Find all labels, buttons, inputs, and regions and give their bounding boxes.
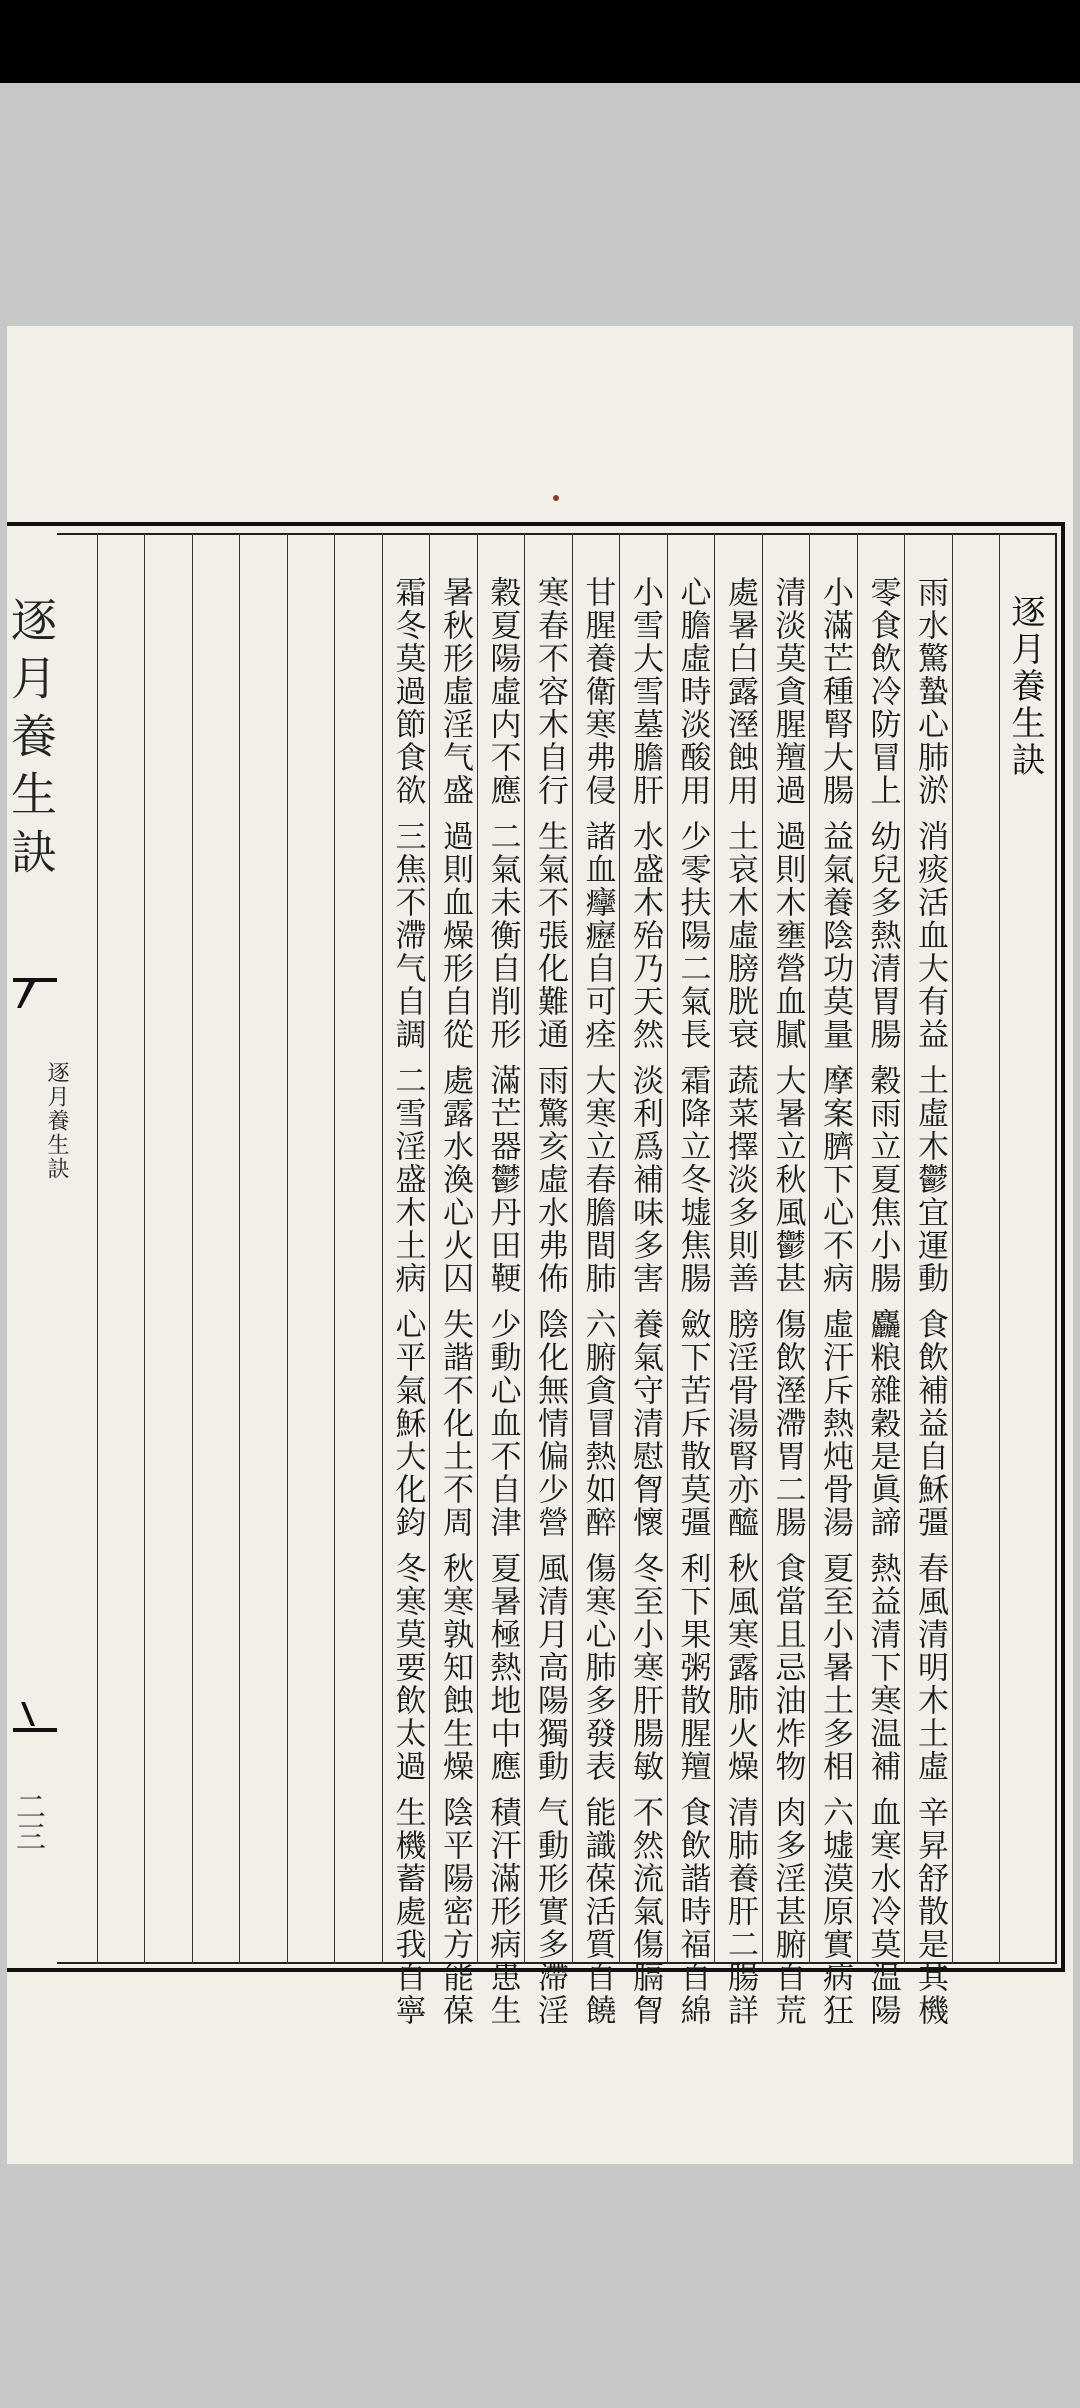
- column-rule: [382, 533, 383, 1964]
- verse-phrase: 霜冬莫過節食欲: [389, 576, 426, 807]
- verse-phrase: 不然流氣傷膈胷: [627, 1796, 663, 2027]
- verse-phrase: 辛昇舒散是其機: [912, 1796, 948, 2027]
- verse-phrase: 大寒立春膽間肺: [579, 1064, 616, 1295]
- ink-spot: [553, 495, 559, 501]
- column-rule: [144, 533, 145, 1964]
- text-column: [480, 576, 526, 2027]
- verse-phrase: 食飲補益自穌彊: [912, 1308, 948, 1539]
- verse-phrase: 夏至小暑土多相: [817, 1552, 853, 1783]
- verse-phrase: 摩案臍下心不病: [817, 1064, 853, 1295]
- text-column: [907, 576, 953, 2027]
- column-rule: [239, 533, 240, 1964]
- verse-phrase: 失諧不化土不周: [437, 1308, 473, 1539]
- verse-phrase: 冬寒莫要飲太過: [389, 1552, 426, 1783]
- text-column: [717, 576, 763, 2027]
- verse-phrase: 處露水渙心火囚: [437, 1064, 473, 1295]
- verse-phrase: 風清月高陽獨動: [532, 1552, 568, 1783]
- verse-phrase: 傷寒心肺多發表: [579, 1552, 616, 1783]
- text-column: [385, 576, 431, 2027]
- verse-phrase: 過則血燥形自從: [437, 820, 473, 1051]
- verse-phrase: 雨水驚蟄心肺淤: [912, 576, 948, 807]
- verse-phrase: 斂下苦斥散莫彊: [674, 1308, 711, 1539]
- verse-phrase: 土虛木鬱宜運動: [912, 1064, 948, 1295]
- verse-phrase: 小雪大雪墓膽肝: [627, 576, 663, 807]
- verse-phrase: 養氣守清慰胷懷: [627, 1308, 663, 1539]
- verse-phrase: 滿芒器鬱丹田鞕: [484, 1064, 521, 1295]
- verse-phrase: 清淡莫貪腥羶過: [769, 576, 806, 807]
- verse-phrase: 膀淫骨湯腎亦醯: [722, 1308, 758, 1539]
- verse-phrase: 蔬菜擇淡多則善: [722, 1064, 758, 1295]
- verse-phrase: 消痰活血大有益: [912, 820, 948, 1051]
- text-column: [670, 576, 716, 2027]
- verse-phrase: 零食飲冷防冒上: [864, 576, 901, 807]
- verse-phrase: 熱益清下寒温補: [864, 1552, 901, 1783]
- verse-phrase: 傷飲溼滯胃二腸: [769, 1308, 806, 1539]
- verse-phrase: 土哀木虛膀胱衰: [722, 820, 758, 1051]
- verse-phrase: 穀雨立夏焦小腸: [864, 1064, 901, 1295]
- verse-phrase: 二雪淫盛木土病: [389, 1064, 426, 1295]
- verse-phrase: 心膽虛時淡酸用: [674, 576, 711, 807]
- verse-phrase: 夏暑極熱地中應: [484, 1552, 521, 1783]
- status-bar: [0, 0, 1080, 83]
- fold-mark-top: [11, 974, 59, 1014]
- column-rule: [334, 533, 335, 1964]
- verse-phrase: 秋寒孰知蝕生燥: [437, 1552, 473, 1783]
- verse-phrase: 積汗滿形病患生: [484, 1796, 521, 2027]
- verse-phrase: 六墟漠原實病狂: [817, 1796, 853, 2027]
- book-page-scan: [4, 326, 1073, 2164]
- verse-phrase: 血寒水冷莫温陽: [864, 1796, 901, 2027]
- verse-phrase: 幼兒多熱清胃腸: [864, 820, 901, 1051]
- verse-phrase: 能識葆活質自饒: [579, 1796, 616, 2027]
- text-column: [432, 576, 478, 2027]
- text-column: [622, 576, 668, 2027]
- verse-phrase: 穀夏陽虛内不應: [484, 576, 521, 807]
- verse-phrase: 益氣養陰功莫量: [817, 820, 853, 1051]
- verse-phrase: 肉多淫甚腑自荒: [769, 1796, 806, 2027]
- text-column: [575, 576, 621, 2027]
- verse-phrase: 少零扶陽二氣長: [674, 820, 711, 1051]
- text-column: [765, 576, 811, 2027]
- verse-phrase: 食飲諧時福自綿: [674, 1796, 711, 2027]
- verse-phrase: 六腑貪冒熱如醉: [579, 1308, 616, 1539]
- verse-phrase: 麤粮雜穀是眞諦: [864, 1308, 901, 1539]
- verse-phrase: 小滿芒種腎大腸: [817, 576, 853, 807]
- column-rule: [97, 533, 98, 1964]
- margin-title: 逐月養生訣: [4, 596, 58, 886]
- verse-phrase: 寒春不容木自行: [532, 576, 568, 807]
- verse-phrase: 水盛木殆乃天然: [627, 820, 663, 1051]
- verse-phrase: 大暑立秋風鬱甚: [769, 1064, 806, 1295]
- column-rule: [287, 533, 288, 1964]
- verse-phrase: 三焦不滯气自調: [389, 820, 426, 1051]
- verse-phrase: 霜降立冬墟焦腸: [674, 1064, 711, 1295]
- verse-phrase: 气動形實多滯淫: [532, 1796, 568, 2027]
- fold-mark-bottom: [11, 1696, 59, 1736]
- verse-phrase: 諸血癴癧自可痊: [579, 820, 616, 1051]
- verse-phrase: 陰平陽密方能葆: [437, 1796, 473, 2027]
- verse-phrase: 虛汗斥熱炖骨湯: [817, 1308, 853, 1539]
- verse-phrase: 陰化無情偏少營: [532, 1308, 568, 1539]
- verse-phrase: 清肺養肝二腸詳: [722, 1796, 758, 2027]
- verse-phrase: 少動心血不自津: [484, 1308, 521, 1539]
- verse-phrase: 秋風寒露肺火燥: [722, 1552, 758, 1783]
- text-column: [812, 576, 858, 2027]
- verse-phrase: 利下果粥散腥羶: [674, 1552, 711, 1783]
- verse-phrase: 暑秋形虛淫气盛: [437, 576, 473, 807]
- column-rule: [192, 533, 193, 1964]
- verse-phrase: 淡利爲補味多害: [627, 1064, 663, 1295]
- text-column: [860, 576, 906, 2027]
- verse-phrase: 心平氣穌大化鈞: [389, 1308, 426, 1539]
- text-column: [527, 576, 573, 2027]
- verse-phrase: 冬至小寒肝腸敏: [627, 1552, 663, 1783]
- page-title: 逐月養生訣: [1005, 594, 1045, 779]
- verse-phrase: 甘腥養衛寒弗侵: [579, 576, 616, 807]
- verse-phrase: 二氣未衡自削形: [484, 820, 521, 1051]
- verse-phrase: 生機蓄處我自寧: [389, 1796, 426, 2027]
- verse-phrase: 過則木壅營血膩: [769, 820, 806, 1051]
- spine-label: 逐月養生訣: [44, 1061, 69, 1181]
- verse-phrase: 生氣不張化難通: [532, 820, 568, 1051]
- verse-phrase: 處暑白露溼蝕用: [722, 576, 758, 807]
- verse-phrase: 春風清明木土虛: [912, 1552, 948, 1783]
- verse-phrase: 食當且忌油炸物: [769, 1552, 806, 1783]
- column-rule: [999, 533, 1000, 1964]
- verse-phrase: 雨驚亥虛水弗佈: [532, 1064, 568, 1295]
- page-number: 二三: [10, 1791, 45, 1851]
